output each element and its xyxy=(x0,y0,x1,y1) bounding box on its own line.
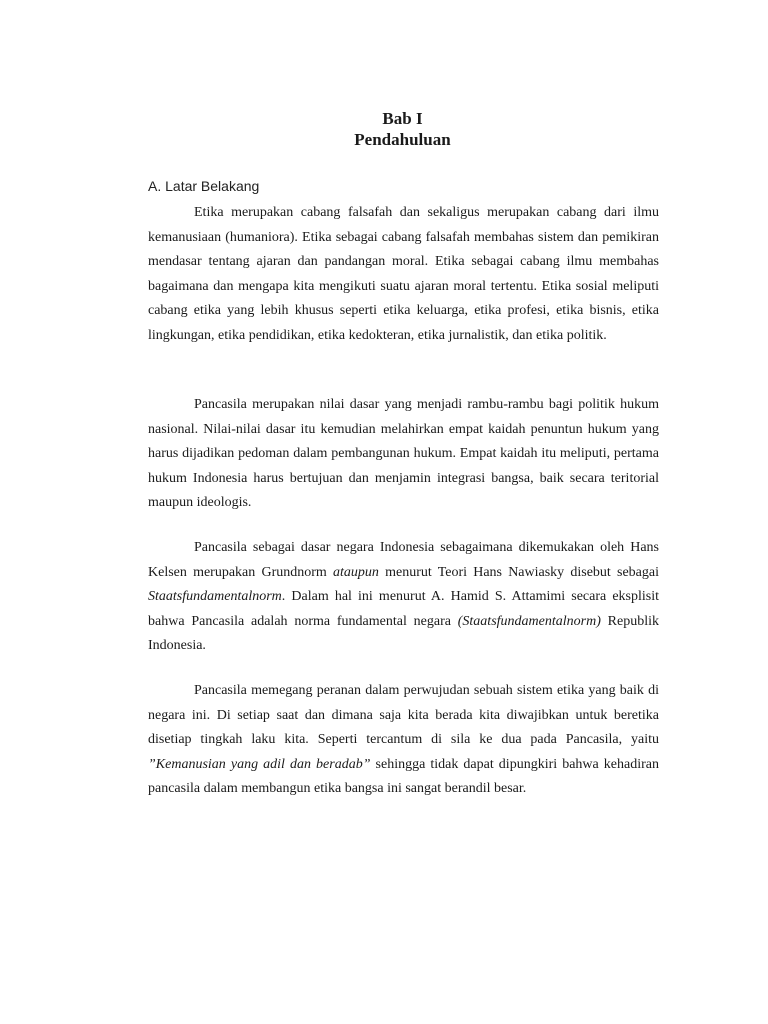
paragraph-3-italic-3: (Staatsfundamentalnorm) xyxy=(457,613,601,629)
paragraph-3 xyxy=(148,536,659,659)
paragraph-4-text-1: Pancasila memegang peranan dalam perwujudan sebuah sistem etika yang baik di negara ini. Di setiap saat dan dimana saja kita berada kita diwajibkan untuk beretika disetiap tingkah laku kita. Seperti tercantum di sila ke dua pada Pancasila, yaitu xyxy=(148,683,659,748)
paragraph-3-text-2: menurut Teori Hans Nawiasky disebut sebagai xyxy=(378,564,660,580)
paragraph-3-text-1: Pancasila sebagai dasar negara Indonesia sebagaimana dikemukakan oleh Hans Kelsen merupakan Grundnorm xyxy=(148,540,659,580)
paragraph-4-italic-quote: ”Kemanusian yang adil dan beradab” xyxy=(148,756,371,772)
chapter-title: Pendahuluan xyxy=(354,130,451,149)
paragraph-3-italic-2: Staatsfundamentalnorm xyxy=(148,589,282,605)
paragraph-3-text-4: Republik Indonesia. xyxy=(148,613,659,654)
paragraph-3-text-3: . Dalam hal ini menurut A. Hamid S. Attamimi secara eksplisit bahwa Pancasila adalah norma fundamental negara xyxy=(148,589,659,629)
paragraph-4-text-2: sehingga tidak dapat dipungkiri bahwa kehadiran pancasila dalam membangun etika bangsa ini sangat berandil besar. xyxy=(148,756,659,797)
paragraph-2: Pancasila merupakan nilai dasar yang menjadi rambu-rambu bagi politik hukum nasional. Nilai-nilai dasar itu kemudian melahirkan empat kaidah penuntun hukum yang harus dijadikan pedoman dalam pembangunan hukum. Empat kaidah itu meliputi, pertama hukum Indonesia harus bertujuan dan menjamin integrasi bangsa, baik secara teritorial maupun ideologis. xyxy=(148,397,659,511)
paragraph-4 xyxy=(148,679,659,802)
paragraph-1: Etika merupakan cabang falsafah dan sekaligus merupakan cabang dari ilmu kemanusiaan (humaniora). Etika sebagai cabang falsafah membahas sistem dan pemikiran mendasar tentang ajaran dan pandangan moral. Etika sebagai cabang ilmu membahas bagaimana dan mengapa kita mengikuti suatu ajaran moral tertentu. Etika sosial meliputi cabang etika yang lebih khusus seperti etika keluarga, etika profesi, etika bisnis, etika lingkungan, etika pendidikan, etika kedokteran, etika jurnalistik, dan etika politik. xyxy=(148,205,659,343)
chapter-number: Bab I xyxy=(382,109,423,128)
section-heading: A. Latar Belakang xyxy=(148,178,260,194)
paragraph-3-italic-1: ataupun xyxy=(333,564,379,580)
